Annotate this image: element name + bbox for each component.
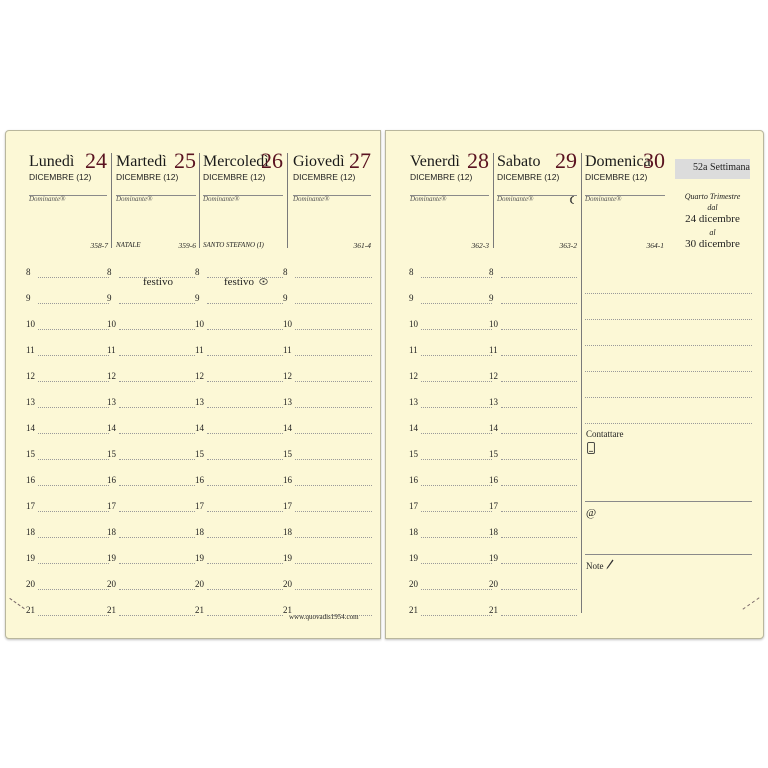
- hour-label: 21: [195, 605, 204, 615]
- quarter-from-label: dal: [707, 203, 718, 212]
- hour-slot-line[interactable]: [207, 589, 283, 590]
- day-month: DICEMBRE (12): [410, 172, 473, 182]
- hour-slot-line[interactable]: [421, 329, 492, 330]
- hour-slot-line[interactable]: [421, 511, 492, 512]
- holiday-note: NATALE: [116, 241, 141, 249]
- hour-slot-line[interactable]: [38, 589, 109, 590]
- hour-slot-line[interactable]: [207, 355, 283, 356]
- hour-label: 18: [195, 527, 204, 537]
- hour-slot-line[interactable]: [207, 563, 283, 564]
- dominant-label: Dominante®: [410, 195, 447, 203]
- hour-slot-line[interactable]: [421, 303, 492, 304]
- dominant-label: Dominante®: [293, 195, 330, 203]
- day-header-wednesday: [203, 148, 283, 191]
- hour-label: 10: [283, 319, 292, 329]
- hour-slot-line[interactable]: [119, 355, 195, 356]
- hour-label: 15: [409, 449, 418, 459]
- hour-slot-line[interactable]: [421, 537, 492, 538]
- hour-slot-line[interactable]: [207, 407, 283, 408]
- hour-slot-line[interactable]: [421, 381, 492, 382]
- hour-slot-line[interactable]: [207, 615, 283, 616]
- hour-label: 11: [409, 345, 418, 355]
- hour-slot-line[interactable]: [501, 589, 577, 590]
- day-number: 30: [643, 148, 665, 173]
- day-number: 24: [85, 148, 107, 173]
- dominant-label: Dominante®: [585, 195, 622, 203]
- clock-icon: [259, 277, 268, 286]
- hour-slot-line[interactable]: [421, 355, 492, 356]
- hour-label: 12: [107, 371, 116, 381]
- hour-label: 18: [409, 527, 418, 537]
- hour-label: 16: [489, 475, 498, 485]
- day-month: DICEMBRE (12): [203, 172, 266, 182]
- hour-slot-line[interactable]: [421, 563, 492, 564]
- hour-slot-line[interactable]: [295, 537, 372, 538]
- pencil-icon: [606, 559, 614, 570]
- hour-slot-line[interactable]: [119, 511, 195, 512]
- hour-label: 16: [107, 475, 116, 485]
- hour-label: 13: [26, 397, 35, 407]
- hour-slot-line[interactable]: [207, 433, 283, 434]
- hour-slot-line[interactable]: [501, 381, 577, 382]
- column-separator: [287, 153, 288, 248]
- day-number: 25: [174, 148, 196, 173]
- day-number: 29: [555, 148, 577, 173]
- hour-label: 20: [26, 579, 35, 589]
- day-code: 359-6: [178, 241, 196, 250]
- day-header-monday: [29, 148, 107, 191]
- hour-slot-line[interactable]: [38, 615, 109, 616]
- hour-slot-line[interactable]: [119, 459, 195, 460]
- hour-label: 10: [409, 319, 418, 329]
- contacts-label: Contattare: [586, 429, 624, 439]
- hour-slot-line[interactable]: [295, 355, 372, 356]
- hour-label: 19: [409, 553, 418, 563]
- day-month: DICEMBRE (12): [293, 172, 356, 182]
- hour-label: 21: [283, 605, 292, 615]
- hour-slot-line[interactable]: [295, 485, 372, 486]
- note-line[interactable]: [585, 293, 752, 294]
- day-code: 358-7: [90, 241, 108, 250]
- hour-label: 15: [195, 449, 204, 459]
- hour-label: 14: [195, 423, 204, 433]
- note-line[interactable]: [585, 371, 752, 372]
- section-divider: [585, 554, 752, 555]
- hour-label: 14: [489, 423, 498, 433]
- hour-slot-line[interactable]: [501, 615, 577, 616]
- hour-label: 10: [107, 319, 116, 329]
- hour-label: 20: [489, 579, 498, 589]
- hour-label: 14: [107, 423, 116, 433]
- hour-label: 16: [26, 475, 35, 485]
- hour-label: 9: [195, 293, 200, 303]
- hour-slot-line[interactable]: [119, 563, 195, 564]
- hour-label: 8: [283, 267, 288, 277]
- hour-slot-line[interactable]: [295, 303, 372, 304]
- hour-slot-line[interactable]: [119, 485, 195, 486]
- hour-label: 15: [26, 449, 35, 459]
- hour-label: 11: [107, 345, 116, 355]
- day-name: Lunedì: [29, 153, 75, 170]
- hour-label: 17: [283, 501, 292, 511]
- hour-label: 13: [409, 397, 418, 407]
- left-page: [5, 130, 381, 639]
- column-separator: [493, 153, 494, 248]
- hour-label: 13: [107, 397, 116, 407]
- hour-label: 10: [26, 319, 35, 329]
- hour-label: 9: [283, 293, 288, 303]
- hour-slot-line[interactable]: [119, 381, 195, 382]
- quarter-title: Quarto Trimestre: [684, 192, 741, 201]
- day-number: 27: [349, 148, 371, 173]
- hour-slot-line[interactable]: [38, 303, 109, 304]
- hour-label: 21: [409, 605, 418, 615]
- hour-slot-line[interactable]: [295, 589, 372, 590]
- hour-label: 8: [195, 267, 200, 277]
- hour-slot-line[interactable]: [501, 433, 577, 434]
- hour-slot-line[interactable]: [119, 407, 195, 408]
- week-number: 52a Settimana: [693, 162, 750, 173]
- hour-label: 15: [107, 449, 116, 459]
- hour-label: 20: [409, 579, 418, 589]
- hour-label: 15: [489, 449, 498, 459]
- hour-slot-line[interactable]: [501, 459, 577, 460]
- hour-label: 13: [195, 397, 204, 407]
- phone-icon: [587, 442, 595, 454]
- note-line[interactable]: [585, 397, 752, 398]
- quarter-to-date: 30 dicembre: [685, 238, 740, 250]
- hour-label: 8: [409, 267, 414, 277]
- hour-slot-line[interactable]: [119, 433, 195, 434]
- hour-slot-line[interactable]: [207, 459, 283, 460]
- quarter-from-date: 24 dicembre: [685, 213, 740, 225]
- holiday-note: SANTO STEFANO (I): [203, 241, 264, 249]
- hour-slot-line[interactable]: [421, 277, 492, 278]
- hour-label: 10: [489, 319, 498, 329]
- website: www.quovadis1954.com: [289, 613, 359, 621]
- column-separator: [199, 153, 200, 248]
- day-code: 361-4: [353, 241, 371, 250]
- hour-label: 19: [107, 553, 116, 563]
- day-header-saturday: [497, 148, 577, 191]
- day-name: Martedì: [116, 153, 167, 170]
- note-line[interactable]: [585, 423, 752, 424]
- hour-label: 9: [489, 293, 494, 303]
- hour-label: 14: [26, 423, 35, 433]
- hour-slot-line[interactable]: [119, 329, 195, 330]
- hour-slot-line[interactable]: [38, 511, 109, 512]
- hour-slot-line[interactable]: [38, 329, 109, 330]
- hour-label: 17: [409, 501, 418, 511]
- corner-stitch: [743, 597, 760, 609]
- hour-slot-line[interactable]: [207, 485, 283, 486]
- hour-label: 21: [107, 605, 116, 615]
- hour-label: 20: [283, 579, 292, 589]
- hour-label: 8: [107, 267, 112, 277]
- hour-slot-line[interactable]: [295, 407, 372, 408]
- hour-label: 14: [409, 423, 418, 433]
- dominant-label: Dominante®: [203, 195, 240, 203]
- hour-slot-line[interactable]: [295, 459, 372, 460]
- festivo-label: festivo: [224, 276, 268, 288]
- note-line[interactable]: [585, 319, 752, 320]
- day-name: Giovedì: [293, 153, 345, 170]
- hour-slot-line[interactable]: [119, 303, 195, 304]
- hour-slot-line[interactable]: [501, 329, 577, 330]
- note-line[interactable]: [585, 345, 752, 346]
- day-name: Venerdì: [410, 153, 460, 170]
- hour-label: 17: [107, 501, 116, 511]
- hour-slot-line[interactable]: [207, 511, 283, 512]
- hour-label: 10: [195, 319, 204, 329]
- hour-label: 9: [26, 293, 31, 303]
- week-badge: [675, 159, 750, 179]
- hour-label: 19: [283, 553, 292, 563]
- day-header-sunday: [585, 148, 665, 191]
- hour-label: 18: [107, 527, 116, 537]
- hour-slot-line[interactable]: [38, 459, 109, 460]
- hour-label: 12: [409, 371, 418, 381]
- day-header-thursday: [293, 148, 371, 191]
- hour-slot-line[interactable]: [38, 485, 109, 486]
- hour-label: 8: [489, 267, 494, 277]
- hour-label: 18: [26, 527, 35, 537]
- hour-label: 11: [489, 345, 498, 355]
- corner-stitch: [9, 598, 24, 609]
- hour-slot-line[interactable]: [119, 589, 195, 590]
- hour-slot-line[interactable]: [207, 277, 283, 278]
- day-number: 26: [261, 148, 283, 173]
- day-code: 362-3: [471, 241, 489, 250]
- hour-label: 21: [489, 605, 498, 615]
- hour-label: 9: [107, 293, 112, 303]
- day-month: DICEMBRE (12): [585, 172, 648, 182]
- dominant-label: Dominante®: [29, 195, 66, 203]
- hour-label: 17: [26, 501, 35, 511]
- hour-label: 13: [489, 397, 498, 407]
- hour-label: 18: [283, 527, 292, 537]
- right-page: [385, 130, 764, 639]
- hour-slot-line[interactable]: [501, 511, 577, 512]
- hour-slot-line[interactable]: [501, 303, 577, 304]
- day-number: 28: [467, 148, 489, 173]
- hour-slot-line[interactable]: [207, 303, 283, 304]
- hour-slot-line[interactable]: [295, 563, 372, 564]
- day-month: DICEMBRE (12): [116, 172, 179, 182]
- hour-slot-line[interactable]: [38, 277, 109, 278]
- hour-slot-line[interactable]: [501, 277, 577, 278]
- hour-slot-line[interactable]: [501, 485, 577, 486]
- day-month: DICEMBRE (12): [29, 172, 92, 182]
- hour-slot-line[interactable]: [421, 589, 492, 590]
- hour-slot-line[interactable]: [501, 407, 577, 408]
- hour-label: 16: [283, 475, 292, 485]
- hour-label: 17: [195, 501, 204, 511]
- hour-label: 17: [489, 501, 498, 511]
- column-separator: [581, 153, 582, 613]
- day-name: Mercoledì: [203, 153, 269, 170]
- hour-label: 11: [26, 345, 35, 355]
- section-divider: [585, 501, 752, 502]
- hour-label: 14: [283, 423, 292, 433]
- notes-label: Note: [586, 559, 614, 571]
- hour-slot-line[interactable]: [421, 485, 492, 486]
- hour-slot-line[interactable]: [119, 615, 195, 616]
- hour-slot-line[interactable]: [38, 433, 109, 434]
- hour-label: 12: [489, 371, 498, 381]
- hour-slot-line[interactable]: [421, 433, 492, 434]
- hour-slot-line[interactable]: [501, 355, 577, 356]
- hour-label: 13: [283, 397, 292, 407]
- hour-slot-line[interactable]: [501, 537, 577, 538]
- hour-label: 8: [26, 267, 31, 277]
- hour-slot-line[interactable]: [38, 381, 109, 382]
- dominant-label: Dominante®: [497, 195, 534, 203]
- hour-label: 20: [195, 579, 204, 589]
- hour-label: 20: [107, 579, 116, 589]
- hour-label: 12: [195, 371, 204, 381]
- dominant-label: Dominante®: [116, 195, 153, 203]
- column-separator: [111, 153, 112, 248]
- hour-slot-line[interactable]: [295, 329, 372, 330]
- hour-slot-line[interactable]: [295, 381, 372, 382]
- hour-slot-line[interactable]: [207, 329, 283, 330]
- hour-slot-line[interactable]: [295, 433, 372, 434]
- hour-slot-line[interactable]: [421, 459, 492, 460]
- hour-label: 16: [195, 475, 204, 485]
- hour-label: 11: [283, 345, 292, 355]
- hour-slot-line[interactable]: [38, 355, 109, 356]
- hour-slot-line[interactable]: [421, 407, 492, 408]
- hour-label: 18: [489, 527, 498, 537]
- hour-slot-line[interactable]: [38, 563, 109, 564]
- moon-icon: [568, 195, 577, 205]
- hour-slot-line[interactable]: [501, 563, 577, 564]
- hour-slot-line[interactable]: [119, 537, 195, 538]
- hour-label: 9: [409, 293, 414, 303]
- hour-label: 19: [26, 553, 35, 563]
- day-code: 363-2: [559, 241, 577, 250]
- hour-slot-line[interactable]: [119, 277, 195, 278]
- hour-label: 15: [283, 449, 292, 459]
- day-header-tuesday: [116, 148, 196, 191]
- day-month: DICEMBRE (12): [497, 172, 560, 182]
- hour-slot-line[interactable]: [38, 407, 109, 408]
- hour-label: 12: [283, 371, 292, 381]
- hour-slot-line[interactable]: [295, 277, 372, 278]
- hour-label: 12: [26, 371, 35, 381]
- hour-slot-line[interactable]: [421, 615, 492, 616]
- quarter-to-label: al: [709, 228, 716, 237]
- day-name: Domenica: [585, 153, 651, 170]
- hour-label: 16: [409, 475, 418, 485]
- email-label: @: [586, 507, 597, 519]
- hour-slot-line[interactable]: [207, 381, 283, 382]
- hour-slot-line[interactable]: [38, 537, 109, 538]
- festivo-label: festivo: [143, 276, 173, 288]
- day-code: 364-1: [646, 241, 664, 250]
- hour-label: 19: [195, 553, 204, 563]
- hour-slot-line[interactable]: [295, 511, 372, 512]
- hour-label: 19: [489, 553, 498, 563]
- hour-label: 21: [26, 605, 35, 615]
- hour-label: 11: [195, 345, 204, 355]
- day-name: Sabato: [497, 153, 541, 170]
- day-header-friday: [410, 148, 489, 191]
- hour-slot-line[interactable]: [207, 537, 283, 538]
